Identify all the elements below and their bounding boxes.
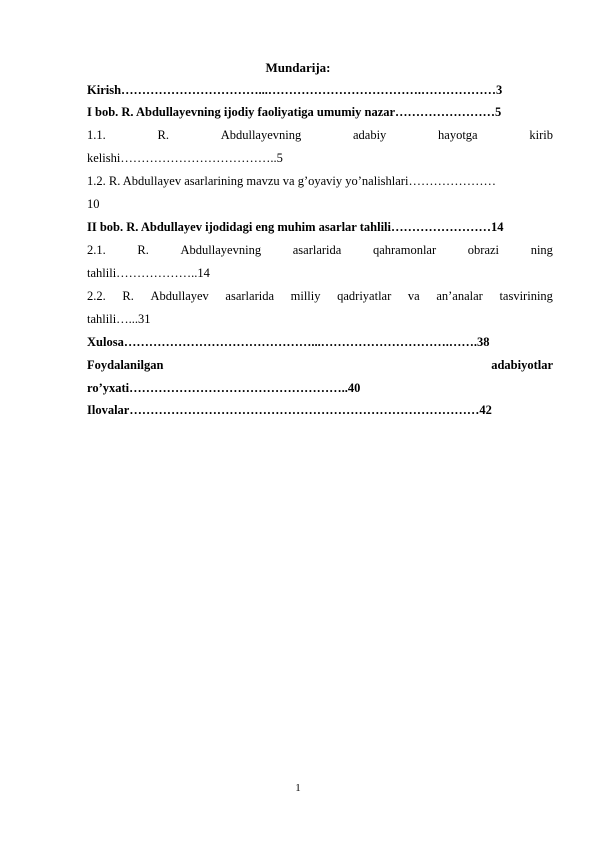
toc-title: Mundarija: [265, 60, 331, 75]
word: Abdullayevning [180, 243, 262, 257]
toc-entry-kirish: Kirish……………………………...……………………………….………………3 [87, 83, 503, 97]
word: Foydalanilgan [87, 358, 164, 372]
toc-entry-section-2-1-cont: tahlili………………..14 [87, 266, 210, 280]
toc-entry-section-1-2: 1.2. R. Abdullayev asarlarining mavzu va g’oyaviy yo’nalishlari………………… [87, 174, 496, 188]
word: asarlarida [292, 243, 342, 257]
word: obrazi [467, 243, 500, 257]
toc-entry-section-2-2 [87, 288, 553, 304]
word: qahramonlar [372, 243, 437, 257]
toc-entry-section-1-1 [87, 127, 553, 143]
toc-entry-foydalanilgan-cont: ro’yxati……………………………………………..40 [87, 381, 361, 395]
word: adabiyotlar [491, 358, 553, 372]
word: asarlarida [225, 289, 274, 303]
word: adabiy [352, 128, 387, 142]
word: qadriyatlar [337, 289, 392, 303]
toc-entry-section-1-1-cont: kelishi………………………………..5 [87, 151, 283, 165]
word: R. [122, 289, 134, 303]
word: ning [530, 243, 553, 257]
word: milliy [290, 289, 321, 303]
word: 2.2. [87, 289, 106, 303]
toc-entry-chapter-1: I bob. R. Abdullayevning ijodiy faoliyatiga umumiy nazar……………………5 [87, 105, 502, 119]
word: 2.1. [87, 243, 106, 257]
toc-entry-xulosa: Xulosa………………………………………...………………………….…….38 [87, 335, 490, 349]
word: R. [137, 243, 149, 257]
toc-entry-foydalanilgan [87, 357, 553, 373]
toc-entry-chapter-2: II bob. R. Abdullayev ijodidagi eng muhim asarlar tahlili……………………14 [87, 220, 504, 234]
word: tasvirining [499, 289, 553, 303]
word: an’analar [436, 289, 483, 303]
word: Abdullayev [150, 289, 209, 303]
word: R. [157, 128, 169, 142]
word: kirib [529, 128, 553, 142]
page-number: 1 [295, 782, 301, 794]
word: Abdullayevning [220, 128, 302, 142]
toc-entry-section-2-2-cont: tahlili…...31 [87, 312, 151, 326]
word: 1.1. [87, 128, 106, 142]
word: va [407, 289, 420, 303]
toc-entry-section-2-1 [87, 242, 553, 258]
toc-entry-section-1-2-page: 10 [87, 197, 100, 211]
toc-entry-ilovalar: Ilovalar…………………………………………………………………………42 [87, 403, 492, 417]
word: hayotga [438, 128, 478, 142]
